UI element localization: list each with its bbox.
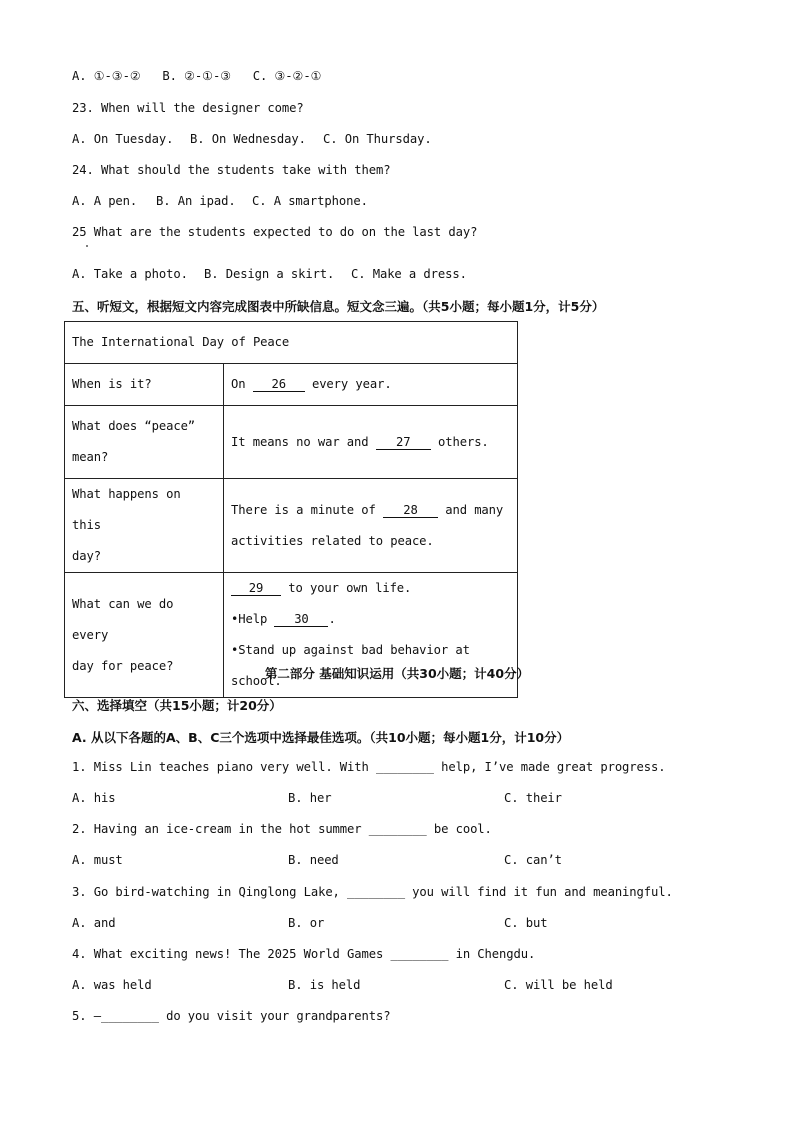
section5-heading: 五、听短文，根据短文内容完成图表中所缺信息。短文念三遍。（共5小题；每小题1分，计5分） [72, 299, 605, 314]
row4-answer: 29 to your own life. •Help 30 . •Stand up against bad behavior at school. [224, 573, 518, 698]
q23-stem: 23. When will the designer come? [72, 101, 304, 115]
q1-stem: 1. Miss Lin teaches piano very well. With ________ help, I’ve made great progress. [72, 760, 666, 774]
q4-option-b: B. is held [288, 978, 361, 992]
q24-option-a: A. A pen. [72, 194, 138, 208]
row4-question: What can we do every day for peace? [65, 573, 224, 698]
row3-question: What happens on this day? [65, 479, 224, 573]
q3-option-b: B. or [288, 916, 325, 930]
q3-stem: 3. Go bird-watching in Qinglong Lake, ________ you will find it fun and meaningful. [72, 885, 673, 899]
row2-question: What does “peace” mean? [65, 406, 224, 479]
q3-option-a: A. and [72, 916, 116, 930]
row1-answer: On 26 every year. [224, 364, 518, 406]
blank-30: 30 [274, 613, 328, 627]
row1-question: When is it? [65, 364, 224, 406]
q1-option-b: B. her [288, 791, 332, 805]
q23-option-c: C. On Thursday. [323, 132, 432, 146]
stray-dot [86, 245, 88, 247]
section6-subheading: A. 从以下各题的A、B、C三个选项中选择最佳选项。（共10小题；每小题1分，计10分） [72, 730, 570, 745]
q23-option-a: A. On Tuesday. [72, 132, 174, 146]
row3-answer: There is a minute of 28 and many activities related to peace. [224, 479, 518, 573]
peace-day-table [64, 321, 518, 698]
q3-option-c: C. but [504, 916, 548, 930]
q25-option-b: B. Design a skirt. [204, 267, 335, 281]
q25-option-a: A. Take a photo. [72, 267, 188, 281]
q2-stem: 2. Having an ice-cream in the hot summer ________ be cool. [72, 822, 492, 836]
q25-stem: 25 What are the students expected to do on the last day? [72, 225, 478, 239]
q23-option-b: B. On Wednesday. [190, 132, 306, 146]
blank-29: 29 [231, 582, 281, 596]
q24-stem: 24. What should the students take with them? [72, 163, 391, 177]
q24-option-c: C. A smartphone. [252, 194, 368, 208]
q4-option-a: A. was held [72, 978, 152, 992]
blank-26: 26 [253, 378, 305, 392]
q4-stem: 4. What exciting news! The 2025 World Games ________ in Chengdu. [72, 947, 536, 961]
q5-stem: 5. —________ do you visit your grandparents? [72, 1009, 391, 1023]
q25-option-c: C. Make a dress. [351, 267, 467, 281]
q24-option-b: B. An ipad. [156, 194, 236, 208]
q2-option-b: B. need [288, 853, 339, 867]
row2-answer: It means no war and 27 others. [224, 406, 518, 479]
q2-option-c: C. can’t [504, 853, 562, 867]
q22-options: A. ①-③-② B. ②-①-③ C. ③-②-① [72, 69, 322, 83]
q1-option-c: C. their [504, 791, 562, 805]
section6-heading: 六、选择填空（共15小题；计20分） [72, 698, 282, 713]
q4-option-c: C. will be held [504, 978, 613, 992]
blank-28: 28 [383, 504, 438, 518]
table-title: The International Day of Peace [65, 322, 518, 364]
part2-heading: 第二部分 基础知识运用（共30小题；计40分） [264, 666, 530, 681]
q1-option-a: A. his [72, 791, 116, 805]
q2-option-a: A. must [72, 853, 123, 867]
blank-27: 27 [376, 436, 431, 450]
